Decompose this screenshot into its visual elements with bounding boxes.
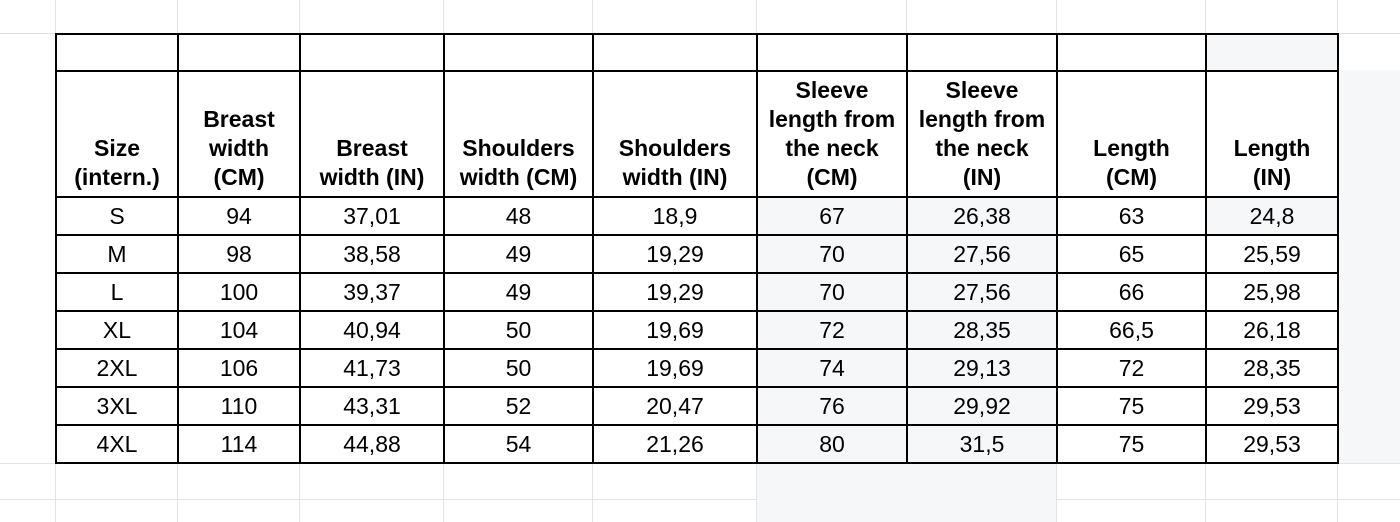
table-cell[interactable]: 19,69 <box>593 349 757 387</box>
header-shoulders-width-cm[interactable]: Shoulders width (CM) <box>444 71 593 197</box>
table-cell[interactable]: 76 <box>757 387 907 425</box>
table-cell[interactable]: 4XL <box>56 425 178 463</box>
header-breast-width-cm[interactable]: Breast width (CM) <box>178 71 300 197</box>
table-cell[interactable]: 39,37 <box>300 273 444 311</box>
table-cell[interactable]: XL <box>56 311 178 349</box>
blank-cell[interactable] <box>593 34 757 71</box>
header-shoulders-width-in[interactable]: Shoulders width (IN) <box>593 71 757 197</box>
table-cell[interactable]: 31,5 <box>907 425 1057 463</box>
table-cell[interactable]: 110 <box>178 387 300 425</box>
table-cell[interactable]: 28,35 <box>1206 349 1338 387</box>
table-cell[interactable]: 75 <box>1057 387 1206 425</box>
table-cell[interactable]: L <box>56 273 178 311</box>
table-cell[interactable]: 94 <box>178 197 300 235</box>
header-length-in[interactable]: Length (IN) <box>1206 71 1338 197</box>
table-row <box>56 273 1338 311</box>
table-cell[interactable]: 72 <box>1057 349 1206 387</box>
table-cell[interactable]: 65 <box>1057 235 1206 273</box>
table-cell[interactable]: 18,9 <box>593 197 757 235</box>
table-cell[interactable]: 25,59 <box>1206 235 1338 273</box>
table-cell[interactable]: 49 <box>444 273 593 311</box>
table-row <box>56 349 1338 387</box>
table-row <box>56 311 1338 349</box>
blank-row <box>56 34 1338 71</box>
table-cell[interactable]: 20,47 <box>593 387 757 425</box>
table-cell[interactable]: 80 <box>757 425 907 463</box>
table-cell[interactable]: 27,56 <box>907 235 1057 273</box>
table-cell[interactable]: 67 <box>757 197 907 235</box>
table-cell[interactable]: 52 <box>444 387 593 425</box>
table-cell[interactable]: 114 <box>178 425 300 463</box>
table-row <box>56 197 1338 235</box>
table-cell[interactable]: 26,38 <box>907 197 1057 235</box>
table-cell[interactable]: 2XL <box>56 349 178 387</box>
table-cell[interactable]: 41,73 <box>300 349 444 387</box>
blank-cell[interactable] <box>178 34 300 71</box>
table-cell[interactable]: M <box>56 235 178 273</box>
table-cell[interactable]: 29,53 <box>1206 425 1338 463</box>
table-cell[interactable]: 19,29 <box>593 273 757 311</box>
blank-cell[interactable] <box>300 34 444 71</box>
table-cell[interactable]: S <box>56 197 178 235</box>
blank-cell[interactable] <box>757 34 907 71</box>
table-cell[interactable]: 48 <box>444 197 593 235</box>
table-cell[interactable]: 21,26 <box>593 425 757 463</box>
table-cell[interactable]: 100 <box>178 273 300 311</box>
table-cell[interactable]: 29,13 <box>907 349 1057 387</box>
table-cell[interactable]: 26,18 <box>1206 311 1338 349</box>
table-cell[interactable]: 98 <box>178 235 300 273</box>
header-sleeve-length-in[interactable]: Sleeve length from the neck (IN) <box>907 71 1057 197</box>
table-cell[interactable]: 49 <box>444 235 593 273</box>
header-sleeve-length-cm[interactable]: Sleeve length from the neck (CM) <box>757 71 907 197</box>
table-cell[interactable]: 54 <box>444 425 593 463</box>
table-cell[interactable]: 28,35 <box>907 311 1057 349</box>
blank-cell[interactable] <box>907 34 1057 71</box>
table-cell[interactable]: 3XL <box>56 387 178 425</box>
table-cell[interactable]: 70 <box>757 235 907 273</box>
table-cell[interactable]: 66 <box>1057 273 1206 311</box>
table-cell[interactable]: 50 <box>444 349 593 387</box>
table-row <box>56 387 1338 425</box>
header-length-cm[interactable]: Length (CM) <box>1057 71 1206 197</box>
blank-cell[interactable] <box>1206 34 1338 71</box>
table-cell[interactable]: 66,5 <box>1057 311 1206 349</box>
table-cell[interactable]: 25,98 <box>1206 273 1338 311</box>
table-cell[interactable]: 27,56 <box>907 273 1057 311</box>
table-row <box>56 235 1338 273</box>
table-cell[interactable]: 50 <box>444 311 593 349</box>
table-cell[interactable]: 104 <box>178 311 300 349</box>
table-cell[interactable]: 24,8 <box>1206 197 1338 235</box>
table-cell[interactable]: 106 <box>178 349 300 387</box>
table-cell[interactable]: 40,94 <box>300 311 444 349</box>
table-cell[interactable]: 72 <box>757 311 907 349</box>
table-cell[interactable]: 29,92 <box>907 387 1057 425</box>
blank-cell[interactable] <box>444 34 593 71</box>
table-cell[interactable]: 19,69 <box>593 311 757 349</box>
header-breast-width-in[interactable]: Breast width (IN) <box>300 71 444 197</box>
blank-cell[interactable] <box>1057 34 1206 71</box>
size-chart-table <box>55 33 1339 464</box>
table-cell[interactable]: 63 <box>1057 197 1206 235</box>
table-cell[interactable]: 29,53 <box>1206 387 1338 425</box>
table-cell[interactable]: 74 <box>757 349 907 387</box>
table-cell[interactable]: 37,01 <box>300 197 444 235</box>
header-size[interactable]: Size (intern.) <box>56 71 178 197</box>
table-cell[interactable]: 44,88 <box>300 425 444 463</box>
table-cell[interactable]: 19,29 <box>593 235 757 273</box>
table-cell[interactable]: 43,31 <box>300 387 444 425</box>
blank-cell[interactable] <box>56 34 178 71</box>
header-row <box>56 71 1338 197</box>
table-cell[interactable]: 38,58 <box>300 235 444 273</box>
table-cell[interactable]: 75 <box>1057 425 1206 463</box>
table-cell[interactable]: 70 <box>757 273 907 311</box>
table-row <box>56 425 1338 463</box>
